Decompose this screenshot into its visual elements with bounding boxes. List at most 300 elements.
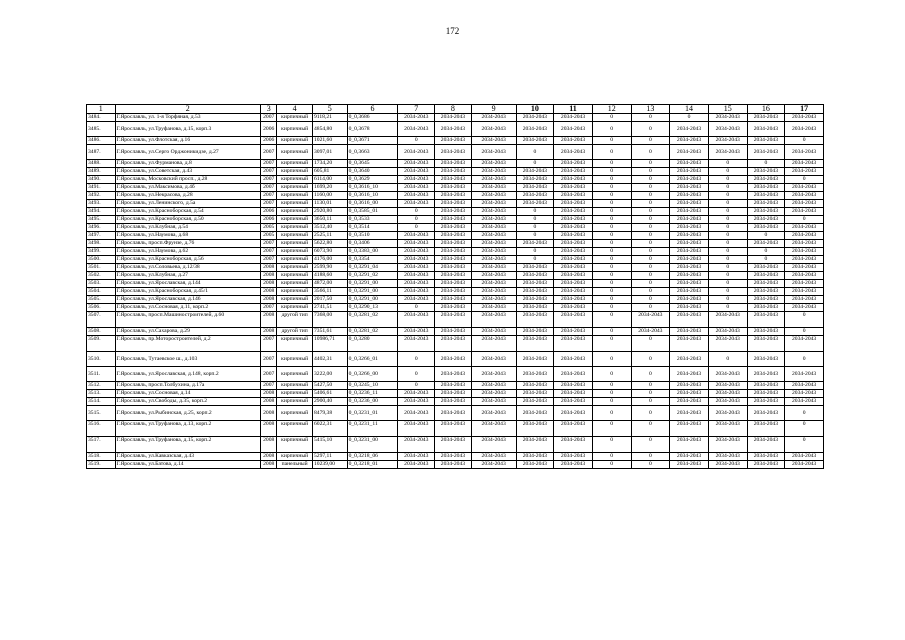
table-cell: 2007 bbox=[261, 184, 277, 192]
column-header: 9 bbox=[471, 105, 516, 114]
table-cell: 2034-2043 bbox=[708, 328, 747, 336]
table-cell: 0 bbox=[516, 256, 554, 264]
table-cell: 0_0,3231_11 bbox=[347, 421, 398, 437]
table-cell: 2034-2043 bbox=[785, 208, 824, 216]
table-cell: 4402,31 bbox=[312, 352, 347, 367]
table-cell: 2034-2043 bbox=[398, 437, 435, 453]
table-cell: 2034-2043 bbox=[435, 184, 472, 192]
table-cell: 0 bbox=[516, 232, 554, 240]
table-cell: 2034-2043 bbox=[435, 248, 472, 256]
table-cell: 0 bbox=[516, 224, 554, 232]
table-cell: 3498. bbox=[87, 240, 116, 248]
table-cell: 5406,61 bbox=[312, 390, 347, 398]
table-cell: 2034-2043 bbox=[435, 461, 472, 469]
table-cell: 3500. bbox=[87, 256, 116, 264]
table-cell: 2034-2043 bbox=[670, 296, 709, 304]
table-cell: 0 bbox=[592, 137, 631, 145]
table-cell: 3502. bbox=[87, 272, 116, 280]
table-cell: кирпичный bbox=[277, 137, 313, 145]
table-cell: 3512. bbox=[87, 382, 116, 390]
table-cell: 2034-2043 bbox=[516, 437, 554, 453]
table-cell: 2034-2043 bbox=[435, 192, 472, 200]
table-cell: 3499. bbox=[87, 248, 116, 256]
table-row bbox=[87, 272, 824, 280]
table-cell: 2034-2043 bbox=[554, 264, 593, 272]
table-cell: 0 bbox=[592, 224, 631, 232]
column-header: 1 bbox=[87, 105, 116, 114]
table-cell: 0 bbox=[785, 421, 824, 437]
table-cell: 2034-2043 bbox=[670, 390, 709, 398]
table-cell: 2034-2043 bbox=[516, 336, 554, 352]
table-cell: 2034-2043 bbox=[516, 453, 554, 461]
address-cell: Г.Ярославль, ул.Серго Орджоникидзе, д.27 bbox=[115, 145, 261, 160]
table-cell: 2034-2043 bbox=[516, 382, 554, 390]
table-cell: 2034-2043 bbox=[398, 232, 435, 240]
table-row bbox=[87, 232, 824, 240]
table-cell: 0 bbox=[592, 240, 631, 248]
table-cell: 0 bbox=[592, 160, 631, 168]
table-cell: 2034-2043 bbox=[471, 312, 516, 328]
table-cell: 0 bbox=[631, 272, 670, 280]
table-cell: 0 bbox=[592, 168, 631, 176]
table-cell: 2034-2043 bbox=[516, 421, 554, 437]
table-row bbox=[87, 145, 824, 160]
address-cell: Г.Ярославль, ул.Наумова, д.62 bbox=[115, 248, 261, 256]
table-cell: 2034-2043 bbox=[398, 312, 435, 328]
table-cell: 2034-2043 bbox=[554, 437, 593, 453]
table-cell: 0 bbox=[785, 328, 824, 336]
table-cell: 2007 bbox=[261, 367, 277, 382]
table-cell: 2034-2043 bbox=[471, 256, 516, 264]
table-cell: 2034-2043 bbox=[785, 296, 824, 304]
table-cell: 2034-2043 bbox=[435, 122, 472, 137]
address-cell: Г.Ярославль, просп.Машиностроителей, д.60 bbox=[115, 312, 261, 328]
table-cell: 2741,51 bbox=[312, 304, 347, 312]
table-cell: 0 bbox=[398, 304, 435, 312]
address-cell: Г.Ярославль, ул.Ярославская, д.148, корп.2 bbox=[115, 367, 261, 382]
table-cell: 3511. bbox=[87, 367, 116, 382]
table-cell: 1160,00 bbox=[312, 192, 347, 200]
table-cell: 2034-2043 bbox=[398, 200, 435, 208]
table-cell: 2034-2043 bbox=[670, 145, 709, 160]
table-cell: 2034-2043 bbox=[670, 122, 709, 137]
table-cell: 2034-2043 bbox=[435, 137, 472, 145]
table-cell: 0 bbox=[592, 248, 631, 256]
table-cell: 2034-2043 bbox=[516, 200, 554, 208]
table-cell: 0 bbox=[592, 453, 631, 461]
table-cell: 0 bbox=[592, 200, 631, 208]
table-cell: 5415,10 bbox=[312, 437, 347, 453]
table-cell: 0 bbox=[708, 296, 747, 304]
table-cell: 2034-2043 bbox=[708, 398, 747, 406]
table-cell: 2034-2043 bbox=[708, 137, 747, 145]
table-cell: 0 bbox=[592, 114, 631, 122]
table-cell: 2034-2043 bbox=[471, 328, 516, 336]
table-row bbox=[87, 328, 824, 336]
table-cell: 2034-2043 bbox=[785, 390, 824, 398]
table-cell: 2017,50 bbox=[312, 296, 347, 304]
table-cell: 3222,00 bbox=[312, 367, 347, 382]
table-cell: 2034-2043 bbox=[398, 168, 435, 176]
table-cell: 0 bbox=[592, 336, 631, 352]
table-cell: 2034-2043 bbox=[747, 437, 785, 453]
table-cell: 2034-2043 bbox=[398, 145, 435, 160]
table-cell: 2034-2043 bbox=[554, 406, 593, 421]
address-cell: Г.Ярославль, ул.Рыбинская, д.25, корп.2 bbox=[115, 406, 261, 421]
table-cell: 0 bbox=[631, 192, 670, 200]
table-cell: 2034-2043 bbox=[785, 240, 824, 248]
table-row bbox=[87, 137, 824, 145]
table-cell: кирпичный bbox=[277, 437, 313, 453]
table-row bbox=[87, 256, 824, 264]
table-cell: 0 bbox=[592, 272, 631, 280]
table-cell: 2034-2043 bbox=[670, 437, 709, 453]
table-cell: 3513. bbox=[87, 390, 116, 398]
table-cell: 2034-2043 bbox=[516, 264, 554, 272]
table-cell: 0 bbox=[592, 296, 631, 304]
table-cell: 7351,61 bbox=[312, 328, 347, 336]
table-row bbox=[87, 296, 824, 304]
table-cell: 3486. bbox=[87, 137, 116, 145]
table-cell: 0 bbox=[708, 304, 747, 312]
table-cell: 2034-2043 bbox=[435, 453, 472, 461]
table-cell: 3487. bbox=[87, 145, 116, 160]
table-cell: 2034-2043 bbox=[554, 137, 593, 145]
table-cell: 2034-2043 bbox=[554, 328, 593, 336]
table-cell: кирпичный bbox=[277, 304, 313, 312]
table-cell: 2034-2043 bbox=[708, 461, 747, 469]
table-cell: 2034-2043 bbox=[785, 122, 824, 137]
table-cell: 2034-2043 bbox=[785, 184, 824, 192]
table-cell: 2008 bbox=[261, 312, 277, 328]
address-cell: Г.Ярославль, ул.Батова, д.14 bbox=[115, 461, 261, 469]
table-cell: 0 bbox=[398, 224, 435, 232]
table-cell: 2034-2043 bbox=[670, 184, 709, 192]
table-cell: 3507. bbox=[87, 312, 116, 328]
table-cell: 2034-2043 bbox=[398, 256, 435, 264]
table-cell: 6114,00 bbox=[312, 176, 347, 184]
table-cell: 2034-2043 bbox=[435, 398, 472, 406]
table-cell: 2034-2043 bbox=[708, 114, 747, 122]
address-cell: Г.Ярославль, ул.Максимова, д.4б bbox=[115, 184, 261, 192]
table-cell: 2034-2043 bbox=[670, 176, 709, 184]
table-cell: 2034-2043 bbox=[785, 114, 824, 122]
table-cell: 2034-2043 bbox=[471, 296, 516, 304]
table-cell: 3484. bbox=[87, 114, 116, 122]
table-cell: 2034-2043 bbox=[516, 176, 554, 184]
table-cell: 2034-2043 bbox=[516, 367, 554, 382]
table-cell: 2034-2043 bbox=[554, 272, 593, 280]
table-cell: 2034-2043 bbox=[435, 264, 472, 272]
table-cell: кирпичный bbox=[277, 382, 313, 390]
table-cell: 3506. bbox=[87, 304, 116, 312]
table-cell: 2034-2043 bbox=[554, 145, 593, 160]
table-cell: 2034-2043 bbox=[435, 224, 472, 232]
table-cell: 2034-2043 bbox=[670, 328, 709, 336]
table-cell: 2008 bbox=[261, 437, 277, 453]
table-cell: 3489. bbox=[87, 168, 116, 176]
table-cell: 2034-2043 bbox=[747, 382, 785, 390]
table-cell: 0 bbox=[747, 248, 785, 256]
table-cell: 2034-2043 bbox=[747, 304, 785, 312]
table-cell: 2034-2043 bbox=[516, 406, 554, 421]
table-cell: 3512,40 bbox=[312, 224, 347, 232]
table-row bbox=[87, 184, 824, 192]
address-cell: Г.Ярославль, ул.Красноборская, д.56 bbox=[115, 256, 261, 264]
table-cell: 2007 bbox=[261, 256, 277, 264]
table-cell: 2007 bbox=[261, 382, 277, 390]
table-cell: 2034-2043 bbox=[471, 216, 516, 224]
table-cell: 2008 bbox=[261, 461, 277, 469]
table-cell: 0 bbox=[631, 264, 670, 272]
table-row bbox=[87, 192, 824, 200]
table-cell: 2034-2043 bbox=[670, 264, 709, 272]
table-cell: 2034-2043 bbox=[471, 168, 516, 176]
table-cell: 2005 bbox=[261, 232, 277, 240]
table-cell: кирпичный bbox=[277, 296, 313, 304]
table-cell: 2034-2043 bbox=[670, 352, 709, 367]
table-cell: 0 bbox=[708, 280, 747, 288]
table-cell: 2008 bbox=[261, 398, 277, 406]
table-cell: 2034-2043 bbox=[554, 184, 593, 192]
table-cell: 2034-2043 bbox=[435, 304, 472, 312]
table-cell: 2034-2043 bbox=[670, 382, 709, 390]
table-cell: 0 bbox=[592, 122, 631, 137]
table-cell: 0_0,3645 bbox=[347, 160, 398, 168]
table-cell: 0 bbox=[592, 437, 631, 453]
table-cell: 2034-2043 bbox=[398, 328, 435, 336]
table-cell: 2034-2043 bbox=[708, 336, 747, 352]
table-cell: 0_0,3406 bbox=[347, 240, 398, 248]
table-row bbox=[87, 453, 824, 461]
table-cell: 2034-2043 bbox=[670, 192, 709, 200]
table-cell: 2034-2043 bbox=[747, 367, 785, 382]
table-cell: кирпичный bbox=[277, 256, 313, 264]
table-cell: 2034-2043 bbox=[554, 398, 593, 406]
table-cell: 2034-2043 bbox=[747, 176, 785, 184]
table-cell: 0 bbox=[398, 367, 435, 382]
table-cell: 2034-2043 bbox=[554, 240, 593, 248]
table-cell: 2034-2043 bbox=[670, 406, 709, 421]
table-cell: 2034-2043 bbox=[670, 280, 709, 288]
column-header: 11 bbox=[554, 105, 593, 114]
table-cell: 0 bbox=[631, 216, 670, 224]
address-cell: Г.Ярославль, Московский просп., д.28 bbox=[115, 176, 261, 184]
table-cell: 2034-2043 bbox=[471, 390, 516, 398]
table-cell: 0 bbox=[708, 192, 747, 200]
table-cell: 2034-2043 bbox=[435, 208, 472, 216]
table-row bbox=[87, 367, 824, 382]
table-cell: 0_0,3663 bbox=[347, 145, 398, 160]
table-row bbox=[87, 406, 824, 421]
column-number-row bbox=[87, 105, 824, 114]
table-cell: 2034-2043 bbox=[398, 264, 435, 272]
table-cell: кирпичный bbox=[277, 272, 313, 280]
address-cell: Г.Ярославль, ул.Наумова, д.68 bbox=[115, 232, 261, 240]
table-cell: кирпичный bbox=[277, 248, 313, 256]
table-cell: 4854,80 bbox=[312, 122, 347, 137]
table-cell: 0 bbox=[785, 406, 824, 421]
address-cell: Г.Ярославль, ул.Фурманова, д.8 bbox=[115, 160, 261, 168]
table-cell: 0 bbox=[631, 114, 670, 122]
table-cell: 2034-2043 bbox=[471, 280, 516, 288]
table-cell: 0_0,3629 bbox=[347, 176, 398, 184]
housing-register-table bbox=[86, 104, 824, 469]
table-cell: 0 bbox=[592, 390, 631, 398]
table-cell: 0 bbox=[747, 232, 785, 240]
address-cell: Г.Ярославль, просп.Фрунзе, д.76 bbox=[115, 240, 261, 248]
table-cell: 2034-2043 bbox=[516, 122, 554, 137]
table-cell: 1734,20 bbox=[312, 160, 347, 168]
table-cell: 2034-2043 bbox=[398, 288, 435, 296]
table-cell: 2034-2043 bbox=[747, 184, 785, 192]
table-cell: 2034-2043 bbox=[471, 288, 516, 296]
table-cell: 2034-2043 bbox=[435, 352, 472, 367]
column-header: 15 bbox=[708, 105, 747, 114]
table-cell: 0 bbox=[592, 382, 631, 390]
table-cell: 2034-2043 bbox=[471, 200, 516, 208]
table-cell: 3505. bbox=[87, 296, 116, 304]
table-cell: 0_0,3218_01 bbox=[347, 461, 398, 469]
table-cell: 0 bbox=[631, 367, 670, 382]
table-cell: 2034-2043 bbox=[516, 168, 554, 176]
table-cell: 0 bbox=[516, 145, 554, 160]
table-cell: 2034-2043 bbox=[398, 122, 435, 137]
table-cell: 2034-2043 bbox=[554, 280, 593, 288]
table-cell: 2034-2043 bbox=[785, 264, 824, 272]
table-cell: 4176,00 bbox=[312, 256, 347, 264]
table-cell: 2034-2043 bbox=[670, 398, 709, 406]
table-cell: 2006 bbox=[261, 208, 277, 216]
table-cell: 2034-2043 bbox=[554, 216, 593, 224]
table-cell: 2034-2043 bbox=[398, 453, 435, 461]
table-cell: 2034-2043 bbox=[708, 453, 747, 461]
table-cell: 2034-2043 bbox=[435, 336, 472, 352]
table-cell: 2034-2043 bbox=[435, 437, 472, 453]
table-cell: 2034-2043 bbox=[435, 312, 472, 328]
table-cell: 0_0,3291_00 bbox=[347, 296, 398, 304]
table-cell: 0 bbox=[592, 288, 631, 296]
table-row bbox=[87, 240, 824, 248]
table-cell: 2034-2043 bbox=[516, 390, 554, 398]
column-header: 5 bbox=[312, 105, 347, 114]
table-cell: 2007 bbox=[261, 304, 277, 312]
table-cell: 3490. bbox=[87, 176, 116, 184]
column-header: 13 bbox=[631, 105, 670, 114]
table-cell: 2006 bbox=[261, 137, 277, 145]
table-cell: 2034-2043 bbox=[516, 296, 554, 304]
table-cell: кирпичный bbox=[277, 406, 313, 421]
table-cell: 2034-2043 bbox=[747, 145, 785, 160]
table-cell: 2034-2043 bbox=[516, 312, 554, 328]
table-cell: 4188,60 bbox=[312, 272, 347, 280]
table-cell: 2034-2043 bbox=[747, 398, 785, 406]
column-header: 10 bbox=[516, 105, 554, 114]
table-row bbox=[87, 421, 824, 437]
column-header: 7 bbox=[398, 105, 435, 114]
table-cell: 3492. bbox=[87, 192, 116, 200]
table-cell: 5297,11 bbox=[312, 453, 347, 461]
table-cell: 2007 bbox=[261, 192, 277, 200]
table-cell: 2034-2043 bbox=[670, 248, 709, 256]
table-cell: 2034-2043 bbox=[708, 406, 747, 421]
table-cell: 2034-2043 bbox=[435, 390, 472, 398]
table-row bbox=[87, 176, 824, 184]
table-cell: 2034-2043 bbox=[747, 264, 785, 272]
table-cell: 9118,21 bbox=[312, 114, 347, 122]
table-cell: 2034-2043 bbox=[785, 248, 824, 256]
table-cell: 2007 bbox=[261, 145, 277, 160]
table-cell: 2034-2043 bbox=[471, 437, 516, 453]
table-cell: 0 bbox=[708, 216, 747, 224]
table-row bbox=[87, 114, 824, 122]
table-cell: 2034-2043 bbox=[435, 160, 472, 168]
table-cell: 0 bbox=[592, 461, 631, 469]
table-cell: 2034-2043 bbox=[471, 421, 516, 437]
table-cell: 2007 bbox=[261, 160, 277, 168]
table-cell: 3496. bbox=[87, 224, 116, 232]
table-cell: 0 bbox=[592, 304, 631, 312]
table-cell: 3503. bbox=[87, 280, 116, 288]
table-cell: кирпичный bbox=[277, 398, 313, 406]
table-cell: 2034-2043 bbox=[747, 461, 785, 469]
table-cell: 2034-2043 bbox=[785, 280, 824, 288]
table-cell: 2034-2043 bbox=[747, 328, 785, 336]
table-cell: 3493. bbox=[87, 200, 116, 208]
table-row bbox=[87, 280, 824, 288]
table-cell: 0 bbox=[592, 421, 631, 437]
table-cell: 3491. bbox=[87, 184, 116, 192]
table-cell: 2034-2043 bbox=[670, 312, 709, 328]
table-cell: 2008 bbox=[261, 453, 277, 461]
table-cell: 2034-2043 bbox=[785, 272, 824, 280]
table-cell: 2525,11 bbox=[312, 232, 347, 240]
table-cell: 2034-2043 bbox=[516, 288, 554, 296]
table-cell: 0 bbox=[592, 312, 631, 328]
table-cell: кирпичный bbox=[277, 453, 313, 461]
table-cell: 0 bbox=[592, 192, 631, 200]
table-cell: 0 bbox=[708, 248, 747, 256]
table-cell: 2008 bbox=[261, 280, 277, 288]
address-cell: Г.Ярославль, ул.Сахарова, д.29 bbox=[115, 328, 261, 336]
table-cell: 2008 bbox=[261, 296, 277, 304]
table-cell: 2007 bbox=[261, 240, 277, 248]
table-cell: 0 bbox=[708, 176, 747, 184]
table-cell: 0_0,3290_13 bbox=[347, 304, 398, 312]
table-cell: 0 bbox=[631, 122, 670, 137]
table-cell: 0 bbox=[747, 256, 785, 264]
table-cell: кирпичный bbox=[277, 288, 313, 296]
table-cell: 2034-2043 bbox=[554, 168, 593, 176]
table-cell: 0 bbox=[631, 296, 670, 304]
table-cell: 2034-2043 bbox=[670, 240, 709, 248]
table-cell: 2034-2043 bbox=[471, 272, 516, 280]
table-cell: 3517. bbox=[87, 437, 116, 453]
table-cell: 0 bbox=[708, 288, 747, 296]
table-cell: 2034-2043 bbox=[670, 272, 709, 280]
table-cell: 2034-2043 bbox=[516, 137, 554, 145]
table-cell: 0_0,3354 bbox=[347, 256, 398, 264]
table-cell: 0_0,3510 bbox=[347, 232, 398, 240]
table-cell: 2034-2043 bbox=[471, 184, 516, 192]
table-cell: 2034-2043 bbox=[785, 398, 824, 406]
table-cell: 2034-2043 bbox=[785, 145, 824, 160]
table-cell: 0 bbox=[398, 208, 435, 216]
table-cell: 2034-2043 bbox=[471, 248, 516, 256]
table-cell: 2034-2043 bbox=[435, 114, 472, 122]
address-cell: Г.Ярославль, ул.Флотская, д.16 bbox=[115, 137, 261, 145]
table-cell: 0 bbox=[592, 208, 631, 216]
